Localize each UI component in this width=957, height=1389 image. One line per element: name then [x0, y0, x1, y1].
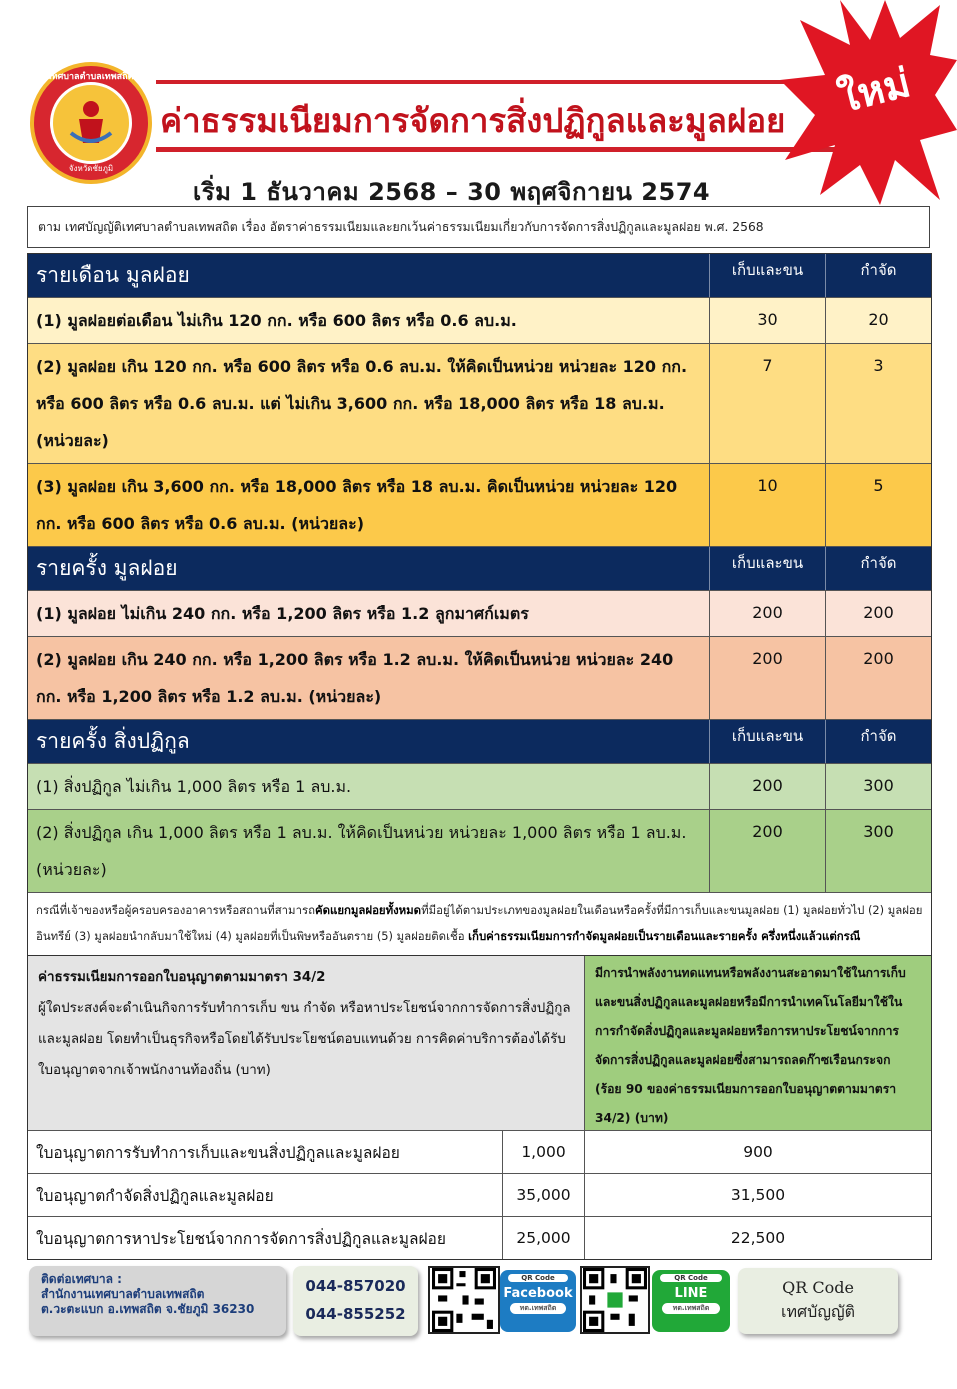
note-bold-1: คัดแยกมูลฝอยทั้งหมด	[314, 903, 422, 917]
license-name: ใบอนุญาตการรับทำการเก็บและขนสิ่งปฏิกูลและมูลฝอย	[28, 1131, 503, 1173]
license-name: ใบอนุญาตกำจัดสิ่งปฏิกูลและมูลฝอย	[28, 1174, 503, 1216]
municipality-logo	[30, 62, 152, 184]
collect-fee: 200	[710, 637, 826, 719]
note-text-1: กรณีที่เจ้าของหรือผู้ครอบครองอาคารหรือสถานที่สามารถ	[36, 903, 315, 917]
section-header-monthly-waste	[28, 254, 931, 297]
facebook-qr-icon[interactable]	[428, 1266, 500, 1334]
row-description: (3) มูลฝอย เกิน 3,600 กก. หรือ 18,000 ลิตร หรือ 18 ลบ.ม. คิดเป็นหน่วย หน่วยละ 120 กก. หรือ 600 ลิตร หรือ 0.6 ลบ.ม. (หน่วยละ)	[28, 464, 710, 546]
dispose-fee: 200	[863, 603, 894, 622]
dispose-fee: 300	[863, 822, 894, 841]
contact-box	[29, 1266, 286, 1336]
row-description: (1) สิ่งปฏิกูล ไม่เกิน 1,000 ลิตร หรือ 1 ลบ.ม.	[28, 764, 710, 809]
green-energy-note: มีการนำพลังงานทดแทนหรือพลังงานสะอาดมาใช้ในการเก็บและขนสิ่งปฏิกูลและมูลฝอยหรือมีการนำเทคโนโลยีมาใช้ในการกำจัดสิ่งปฏิกูลและมูลฝอยหรือการหาประโยชน์จากการจัดการสิ่งปฏิกูลและมูลฝอยซึ่งสามารถลดก๊าซเรือนกระจก (ร้อย 90 ของค่าธรรมเนียมการออกใบอนุญาตตามมาตรา 34/2) (บาท)	[585, 956, 931, 1130]
table-row	[28, 1216, 931, 1259]
license-fee: 35,000	[503, 1174, 585, 1216]
table-row	[28, 297, 931, 343]
section-title: รายครั้ง มูลฝอย	[28, 547, 710, 590]
law-reference: ตาม เทศบัญญัติเทศบาลตำบลเทพสถิต เรื่อง อัตราค่าธรรมเนียมและยกเว้นค่าธรรมเนียมเกี่ยวกับการจัดการสิ่งปฏิกูลและมูลฝอย พ.ศ. 2568	[27, 206, 930, 248]
contact-line-2: สำนักงานเทศบาลตำบลเทพสถิต	[41, 1287, 205, 1301]
license-body: ผู้ใดประสงค์จะดำเนินกิจการรับทำการเก็บ ขน กำจัด หรือหาประโยชน์จากการจัดการสิ่งปฏิกูลและมูลฝอย โดยทำเป็นธุรกิจหรือโดยได้รับประโยชน์ตอบแทนด้วย การคิดค่าบริการต้องได้รับใบอนุญาตจากเจ้าพนักงานท้องถิ่น (บาท)	[38, 1001, 571, 1078]
table-row	[28, 463, 931, 546]
col-dispose-header: กำจัด	[860, 261, 897, 279]
table-row	[28, 343, 931, 463]
note-text-2: ที่มีอยู่ได้ตามประเภทของมูลฝอยในเดือนหรือครั้งที่มีการเก็บและขนมูลฝอย (1) มูลฝอยทั่วไป (2) มูลฝอยอินทรีย์ (3) มูลฝอยนำกลับมาใช้ใหม่ (4) มูลฝอยที่เป็นพิษหรืออันตราย (5) มูลฝอยติดเชื้อ	[36, 903, 923, 943]
table-row	[28, 590, 931, 636]
col-collect-header: เก็บและขน	[710, 720, 826, 763]
dispose-fee: 300	[863, 776, 894, 795]
license-fee: 25,000	[503, 1217, 585, 1259]
fb-sub: ทต.เทพสถิต	[510, 1303, 566, 1314]
license-fee: 1,000	[503, 1131, 585, 1173]
title-top-rule	[156, 80, 816, 84]
law-qr-button[interactable]	[738, 1268, 898, 1334]
table-row	[28, 1173, 931, 1216]
col-dispose-header: กำจัด	[860, 554, 897, 572]
license-reduced-fee: 900	[743, 1143, 773, 1161]
dispose-fee: 20	[868, 310, 889, 329]
dispose-fee: 200	[863, 649, 894, 668]
col-dispose-header: กำจัด	[860, 727, 897, 745]
line-name: LINE	[674, 1286, 708, 1301]
facebook-badge[interactable]	[500, 1270, 576, 1332]
col-collect-header: เก็บและขน	[710, 547, 826, 590]
effective-dates: เริ่ม 1 ธันวาคม 2568 – 30 พฤศจิกายน 2574	[193, 178, 711, 206]
line-sub: ทต.เทพสถิต	[662, 1303, 720, 1314]
collect-fee: 200	[710, 591, 826, 636]
line-qr-label: QR Code	[660, 1274, 722, 1282]
fb-name: Facebook	[503, 1286, 573, 1301]
license-reduced-fee: 22,500	[730, 1229, 786, 1247]
line-badge[interactable]	[652, 1270, 730, 1332]
phone-1[interactable]: 044-857020	[305, 1277, 406, 1295]
license-name: ใบอนุญาตการหาประโยชน์จากการจัดการสิ่งปฏิกูลและมูลฝอย	[28, 1217, 503, 1259]
row-description: (2) มูลฝอย เกิน 120 กก. หรือ 600 ลิตร หรือ 0.6 ลบ.ม. ให้คิดเป็นหน่วย หน่วยละ 120 กก. หรือ 600 ลิตร หรือ 0.6 ลบ.ม. แต่ ไม่เกิน 3,600 กก. หรือ 18,000 ลิตร หรือ 18 ลบ.ม. (หน่วยละ)	[28, 344, 710, 463]
fee-table	[27, 253, 932, 956]
collect-fee: 30	[710, 298, 826, 343]
page-title: ค่าธรรมเนียมการจัดการสิ่งปฏิกูลและมูลฝอย	[160, 101, 786, 140]
license-table	[27, 955, 932, 1260]
note-bold-2: เก็บค่าธรรมเนียมการกำจัดมูลฝอยเป็นรายเดือนและรายครั้ง ครึ่งหนึ่งแล้วแต่กรณี	[468, 929, 861, 943]
section-title: รายเดือน มูลฝอย	[28, 254, 710, 297]
section-title: รายครั้ง สิ่งปฏิกูล	[28, 720, 710, 763]
table-row	[28, 636, 931, 719]
contact-line-3: ต.วะตะแบก อ.เทพสถิต จ.ชัยภูมิ 36230	[41, 1302, 255, 1316]
table-row	[28, 809, 931, 892]
collect-fee: 200	[710, 764, 826, 809]
table-row	[28, 763, 931, 809]
line-qr-icon[interactable]	[580, 1266, 650, 1334]
row-description: (2) สิ่งปฏิกูล เกิน 1,000 ลิตร หรือ 1 ลบ.ม. ให้คิดเป็นหน่วย หน่วยละ 1,000 ลิตร หรือ 1 ลบ.ม. (หน่วยละ)	[28, 810, 710, 892]
logo-bottom-text: จังหวัดชัยภูมิ	[68, 164, 114, 173]
dispose-fee: 3	[873, 356, 884, 375]
fb-qr-label: QR Code	[508, 1274, 568, 1282]
phone-2[interactable]: 044-855252	[305, 1305, 406, 1323]
new-badge-text: ใหม่	[833, 58, 915, 123]
contact-line-1: ติดต่อเทศบาล :	[41, 1272, 122, 1286]
section-header-per-time-sewage	[28, 719, 931, 763]
phone-box	[293, 1266, 418, 1336]
row-description: (1) มูลฝอยต่อเดือน ไม่เกิน 120 กก. หรือ 600 ลิตร หรือ 0.6 ลบ.ม.	[28, 298, 710, 343]
law-qr-line-2: เทศบัญญัติ	[781, 1302, 855, 1321]
law-qr-line-1: QR Code	[782, 1278, 854, 1297]
license-title: ค่าธรรมเนียมการออกใบอนุญาตตามมาตรา 34/2	[38, 970, 326, 985]
collect-fee: 7	[710, 344, 826, 463]
title-bottom-rule	[156, 147, 871, 152]
dispose-fee: 5	[873, 476, 884, 495]
row-description: (2) มูลฝอย เกิน 240 กก. หรือ 1,200 ลิตร หรือ 1.2 ลบ.ม. ให้คิดเป็นหน่วย หน่วยละ 240 กก. หรือ 1,200 ลิตร หรือ 1.2 ลบ.ม. (หน่วยละ)	[28, 637, 710, 719]
row-description: (1) มูลฝอย ไม่เกิน 240 กก. หรือ 1,200 ลิตร หรือ 1.2 ลูกมาศก์เมตร	[28, 591, 710, 636]
license-header	[28, 956, 931, 1130]
logo-ring-text: เทศบาลตำบลเทพสถิต	[48, 72, 134, 82]
separation-note	[28, 892, 931, 955]
collect-fee: 200	[710, 810, 826, 892]
section-header-per-time-waste	[28, 546, 931, 590]
table-row	[28, 1130, 931, 1173]
license-reduced-fee: 31,500	[730, 1186, 786, 1204]
collect-fee: 10	[710, 464, 826, 546]
col-collect-header: เก็บและขน	[710, 254, 826, 297]
license-intro	[28, 956, 585, 1130]
